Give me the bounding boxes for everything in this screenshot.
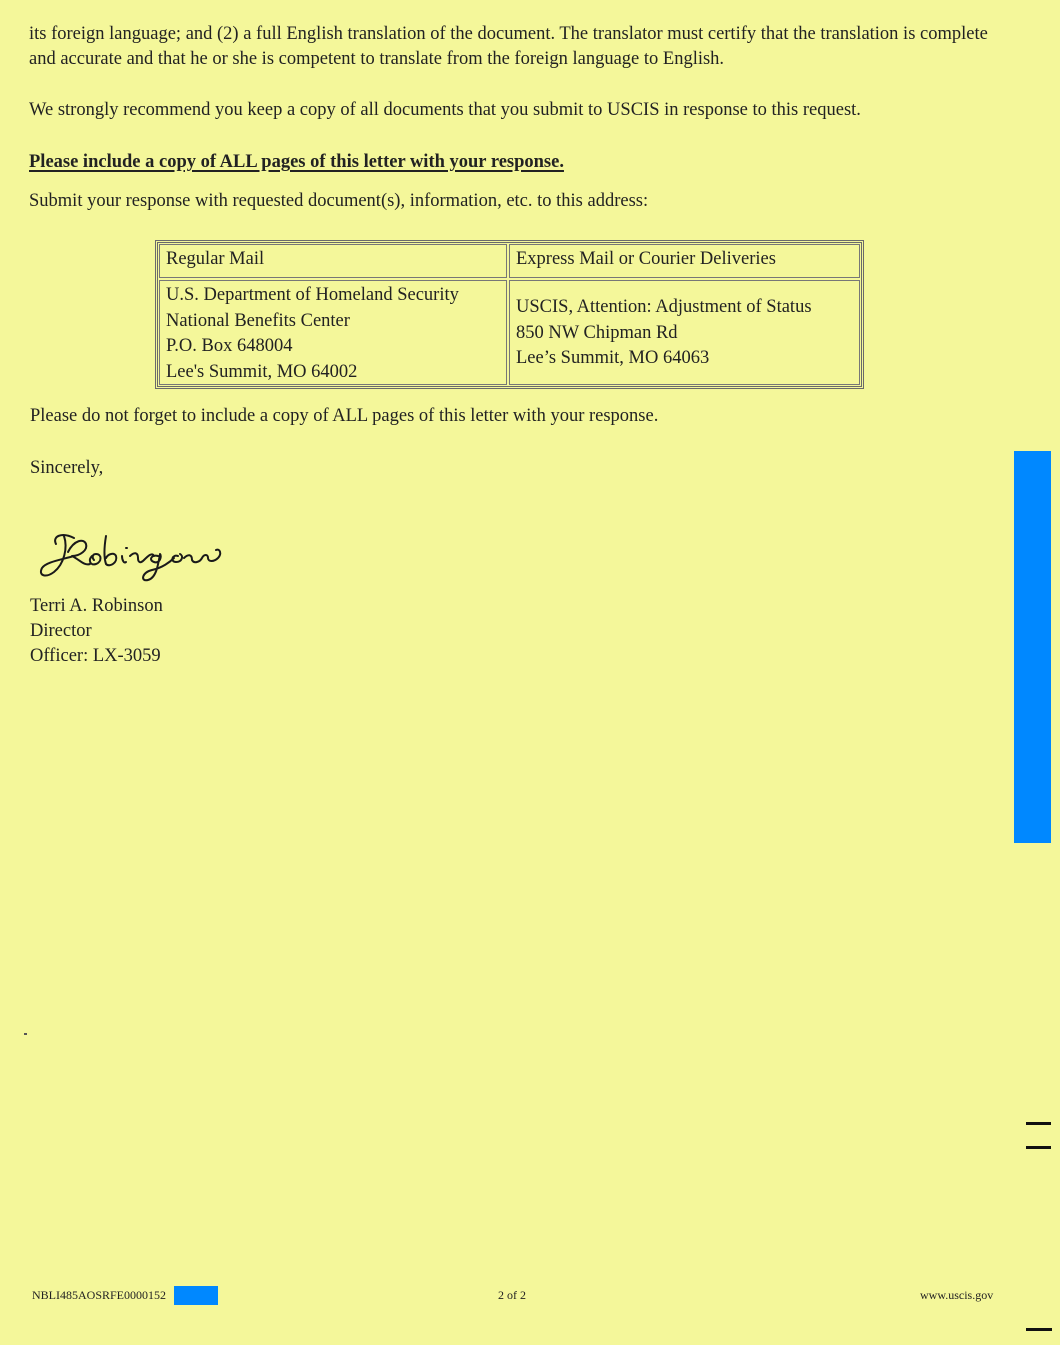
signatory-title: Director: [30, 621, 92, 641]
scan-edge-mark: [1026, 1328, 1052, 1331]
regular-mail-address: [159, 280, 507, 385]
closing-salutation: Sincerely,: [30, 458, 104, 478]
translation-requirement-paragraph: its foreign language; and (2) a full English translation of the document. The translator must certify that the translation is complete and accurate and that he or she is competent to translate from the foreign language to English.: [29, 24, 988, 69]
handwritten-signature: [34, 526, 269, 586]
express-address-line: Lee’s Summit, MO 64063: [516, 348, 710, 368]
signatory-name: Terri A. Robinson: [30, 596, 163, 616]
express-address-line: USCIS, Attention: Adjustment of Status: [516, 297, 812, 317]
redaction-block: [1014, 451, 1051, 843]
include-pages-reminder: Please do not forget to include a copy of ALL pages of this letter with your response.: [30, 406, 659, 426]
keep-copy-recommendation: We strongly recommend you keep a copy of all documents that you submit to USCIS in response to this request.: [29, 100, 861, 120]
regular-address-line: National Benefits Center: [166, 310, 350, 331]
signatory-block: [30, 594, 163, 669]
include-all-pages-notice: Please include a copy of ALL pages of this letter with your response.: [29, 152, 564, 172]
scan-speck: [24, 1033, 27, 1035]
scan-edge-mark: [1026, 1146, 1051, 1149]
footer-document-code: NBLI485AOSRFE0000152: [32, 1288, 167, 1302]
submit-instruction: Submit your response with requested document(s), information, etc. to this address:: [29, 191, 649, 211]
footer-website: www.uscis.gov: [920, 1288, 994, 1302]
regular-mail-header: Regular Mail: [159, 244, 507, 278]
regular-address-line: P.O. Box 648004: [166, 336, 293, 356]
regular-address-line: Lee's Summit, MO 64002: [166, 361, 358, 382]
express-mail-address: [509, 280, 860, 385]
footer-redaction-block: [174, 1286, 218, 1305]
mailing-address-table: [155, 240, 864, 389]
officer-code: Officer: LX-3059: [30, 646, 161, 666]
express-mail-header: Express Mail or Courier Deliveries: [509, 244, 860, 278]
footer-page-number: 2 of 2: [498, 1288, 526, 1302]
scan-edge-mark: [1026, 1122, 1051, 1125]
express-address-line: 850 NW Chipman Rd: [516, 322, 678, 343]
regular-address-line: U.S. Department of Homeland Security: [166, 285, 459, 305]
